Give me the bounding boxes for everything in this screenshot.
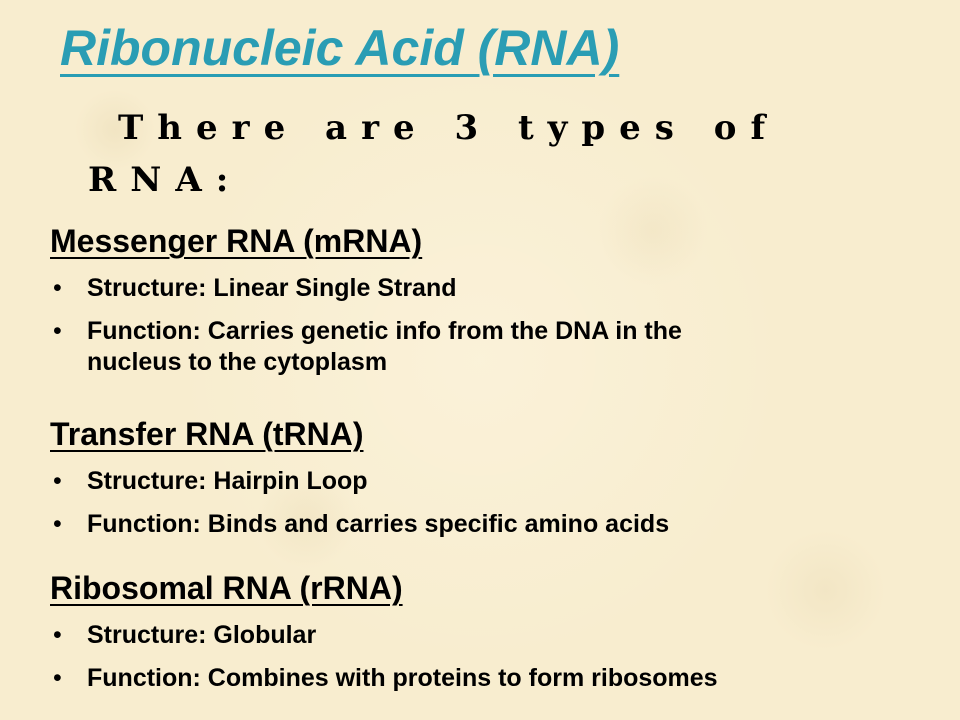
- bullet-dot-icon: •: [53, 274, 62, 302]
- bullet-text: Function: Binds and carries specific amino acids: [87, 510, 670, 538]
- bullet-text: Structure: Hairpin Loop: [87, 467, 368, 495]
- bullet-text: Function: Carries genetic info from the DNA in the nucleus to the cytoplasm: [87, 317, 682, 376]
- bullet-mrna-structure: [50, 273, 930, 304]
- bullet-rrna-structure: [50, 620, 930, 651]
- bullet-list-rrna: [50, 620, 930, 694]
- bullet-trna-structure: [50, 466, 930, 497]
- slide-subtitle: There are 3 types of RNA:: [88, 108, 780, 200]
- bullet-rrna-function: [50, 663, 930, 694]
- slide-title: Ribonucleic Acid (RNA): [60, 20, 620, 76]
- bullet-text: Function: Combines with proteins to form ribosomes: [87, 664, 718, 692]
- bullet-trna-function: [50, 509, 930, 540]
- section-heading-trna: Transfer RNA (tRNA): [50, 416, 364, 452]
- section-heading-mrna: Messenger RNA (mRNA): [50, 223, 423, 259]
- bullet-dot-icon: •: [53, 510, 62, 538]
- bullet-dot-icon: •: [53, 467, 62, 495]
- section-heading-rrna: Ribosomal RNA (rRNA): [50, 570, 403, 606]
- bullet-dot-icon: •: [53, 317, 62, 345]
- bullet-text: Structure: Linear Single Strand: [87, 274, 457, 302]
- bullet-mrna-function: [50, 316, 727, 378]
- section-messenger-rna: [50, 221, 930, 378]
- section-ribosomal-rna: [50, 568, 930, 694]
- bullet-list-mrna: [50, 273, 930, 378]
- section-transfer-rna: [50, 414, 930, 540]
- bullet-dot-icon: •: [53, 664, 62, 692]
- bullet-text: Structure: Globular: [87, 621, 317, 649]
- bullet-dot-icon: •: [53, 621, 62, 649]
- bullet-list-trna: [50, 466, 930, 540]
